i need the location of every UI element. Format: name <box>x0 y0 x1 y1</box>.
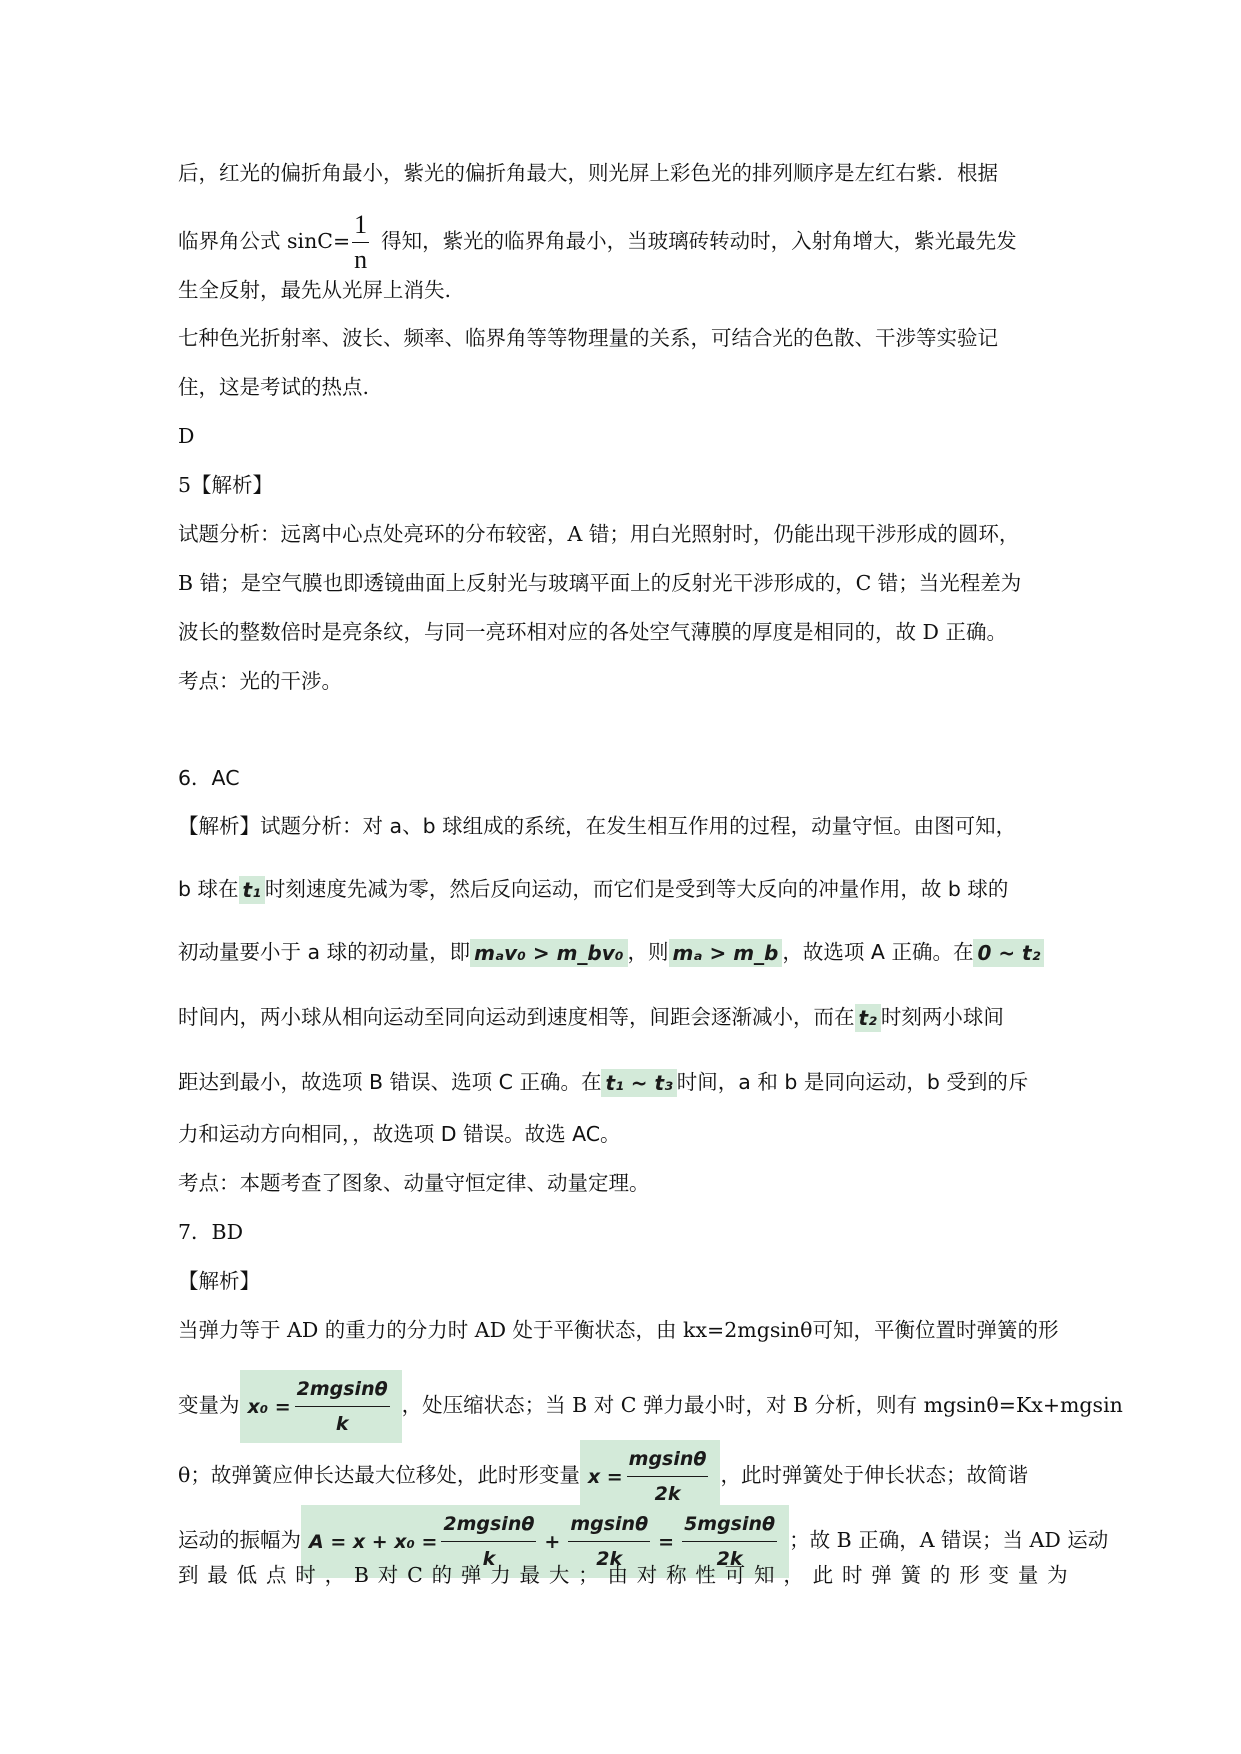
math-range-0-t2: 0 ~ t₂ <box>973 939 1044 967</box>
fraction-numerator: mgsinθ <box>568 1509 650 1542</box>
paragraph-line: 【解析】试题分析：对 a、b 球组成的系统，在发生相互作用的过程，动量守恒。由图可知， <box>178 814 1017 838</box>
section-subtitle: 【解析】 <box>178 1269 260 1293</box>
paragraph-line: 当弹力等于 AD 的重力的分力时 AD 处于平衡状态，由 kx=2mgsinθ可知，平衡位置时弹簧的形 <box>178 1318 1059 1342</box>
paragraph-line: B 错；是空气膜也即透镜曲面上反射光与玻璃平面上的反射光干涉形成的，C 错；当光程差为 <box>178 571 1022 595</box>
justified-char: 时 <box>295 1563 316 1587</box>
text-segment: 时刻速度先减为零，然后反向运动，而它们是受到等大反向的冲量作用，故 b 球的 <box>264 877 1009 901</box>
text-segment: 变量为 <box>178 1393 240 1417</box>
justified-char: 量 <box>1017 1563 1039 1587</box>
fraction-denominator: 2k <box>596 1548 623 1570</box>
paragraph-line: 生全反射，最先从光屏上消失. <box>178 278 452 302</box>
justified-char: 最 <box>519 1563 541 1587</box>
math-t1: t₁ <box>239 876 265 904</box>
justified-char: 形 <box>959 1563 980 1587</box>
math-momentum-inequality: mₐv₀ > m_bv₀ <box>470 939 627 967</box>
fraction-denominator: 2k <box>654 1483 681 1505</box>
text-segment: 距达到最小，故选项 B 错误、选项 C 正确。在 <box>178 1070 602 1094</box>
paragraph-line-justified <box>178 1560 1068 1590</box>
justified-char: 对 <box>636 1563 658 1587</box>
text-segment: ，此时弹簧处于伸长状态；故简谐 <box>720 1463 1028 1487</box>
fraction-numerator: 1 <box>352 212 369 243</box>
fraction-1-over-n <box>352 212 369 273</box>
paragraph-line: 住，这是考试的热点. <box>178 375 370 399</box>
math-t2: t₂ <box>855 1004 881 1032</box>
justified-char: ， <box>783 1563 804 1587</box>
paragraph-line <box>178 1067 1068 1097</box>
math-mass-inequality: mₐ > m_b <box>669 939 783 967</box>
justified-char: 对 <box>377 1563 399 1587</box>
fraction-numerator: 5mgsinθ <box>682 1509 777 1542</box>
fraction-numerator: mgsinθ <box>627 1444 709 1477</box>
justified-char: 变 <box>988 1563 1010 1587</box>
paragraph-line: 考点：光的干涉。 <box>178 669 342 693</box>
justified-char: 低 <box>236 1563 258 1587</box>
justified-char: B <box>353 1563 369 1587</box>
text-segment: θ；故弹簧应伸长达最大位移处，此时形变量 <box>178 1463 580 1487</box>
justified-char: 的 <box>929 1563 951 1587</box>
section-title: 7．BD <box>178 1220 244 1244</box>
answer-line: D <box>178 424 195 448</box>
paragraph-line: 后，红光的偏折角最小，紫光的偏折角最大，则光屏上彩色光的排列顺序是左红右紫．根据 <box>178 161 998 185</box>
justified-char: ， <box>324 1563 346 1587</box>
fraction-denominator: 2k <box>716 1548 743 1570</box>
fraction-numerator: 2mgsinθ <box>295 1374 390 1407</box>
paragraph-line <box>178 937 1068 967</box>
justified-char: 大 <box>548 1563 570 1587</box>
math-operator: + <box>544 1530 561 1553</box>
text-segment: ，则 <box>627 940 669 964</box>
math-lhs: x = <box>587 1465 623 1488</box>
math-x0-equation <box>240 1370 402 1443</box>
justified-char: C <box>407 1563 423 1587</box>
justified-char: 力 <box>490 1563 511 1587</box>
text-segment: 时间内，两小球从相向运动至同向运动到速度相等，间距会逐渐减小，而在 <box>178 1005 855 1029</box>
paragraph-line: 力和运动方向相同，，故选项 D 错误。故选 AC。 <box>178 1122 621 1146</box>
section-title: 5【解析】 <box>178 473 274 497</box>
justified-char: 最 <box>207 1563 228 1587</box>
math-fraction <box>295 1374 390 1439</box>
paragraph-line <box>178 874 1068 904</box>
justified-char: 称 <box>666 1563 687 1587</box>
paragraph-line: 试题分析：远离中心点处亮环的分布较密，A 错；用白光照射时，仍能出现干涉形成的圆环， <box>178 522 1020 546</box>
math-lhs: x₀ = <box>247 1395 291 1418</box>
paragraph-line: 考点：本题考查了图象、动量守恒定律、动量定理。 <box>178 1171 650 1195</box>
text-segment: 时刻两小球间 <box>880 1005 1004 1029</box>
paragraph-line <box>178 1002 1068 1032</box>
text-segment: b 球在 <box>178 877 239 901</box>
justified-char: 点 <box>265 1563 287 1587</box>
justified-char: 性 <box>695 1563 716 1587</box>
justified-char: 时 <box>841 1563 863 1587</box>
paragraph-line: 七种色光折射率、波长、频率、临界角等等物理量的关系，可结合光的色散、干涉等实验记 <box>178 326 998 350</box>
justified-char: 弹 <box>871 1563 892 1587</box>
math-fraction <box>627 1444 709 1509</box>
text-segment: 临界角公式 sinC= <box>178 229 351 253</box>
text-segment: ，处压缩状态；当 B 对 C 弹力最小时，对 B 分析，则有 mgsinθ=Kx+mgsin <box>401 1393 1123 1417</box>
justified-char: 的 <box>431 1563 453 1587</box>
paragraph-line <box>178 1370 1123 1443</box>
paragraph-line <box>178 1440 1068 1513</box>
text-segment: 时间，a 和 b 是同向运动，b 受到的斥 <box>676 1070 1029 1094</box>
text-segment: ；故 B 正确，A 错误；当 AD 运动 <box>789 1528 1109 1552</box>
text-segment: 初动量要小于 a 球的初动量，即 <box>178 940 471 964</box>
justified-char: 到 <box>178 1563 199 1587</box>
math-lhs: A = x + x₀ = <box>309 1530 438 1553</box>
justified-char: 可 <box>724 1563 746 1587</box>
justified-char: 为 <box>1047 1563 1068 1587</box>
text-segment: ，故选项 A 正确。在 <box>782 940 974 964</box>
fraction-numerator: 2mgsinθ <box>441 1509 536 1542</box>
justified-char: 由 <box>607 1563 628 1587</box>
math-range-t1-t3: t₁ ~ t₃ <box>601 1069 676 1097</box>
fraction-denominator: k <box>482 1548 496 1570</box>
math-operator: = <box>658 1530 675 1553</box>
paragraph-line: 波长的整数倍时是亮条纹，与同一亮环相对应的各处空气薄膜的厚度是相同的，故 D 正确。 <box>178 620 1007 644</box>
justified-char: 知 <box>754 1563 775 1587</box>
section-title: 6．AC <box>178 766 240 790</box>
justified-char: 簧 <box>900 1563 922 1587</box>
text-segment: 得知，紫光的临界角最小，当玻璃砖转动时，入射角增大，紫光最先发 <box>381 229 1017 253</box>
justified-char: ； <box>578 1563 599 1587</box>
justified-char: 此 <box>812 1563 834 1587</box>
fraction-denominator: k <box>335 1413 349 1435</box>
math-x-equation <box>580 1440 721 1513</box>
justified-char: 弹 <box>460 1563 482 1587</box>
paragraph-line <box>178 212 1068 273</box>
fraction-denominator: n <box>354 245 368 274</box>
text-segment: 运动的振幅为 <box>178 1528 301 1552</box>
